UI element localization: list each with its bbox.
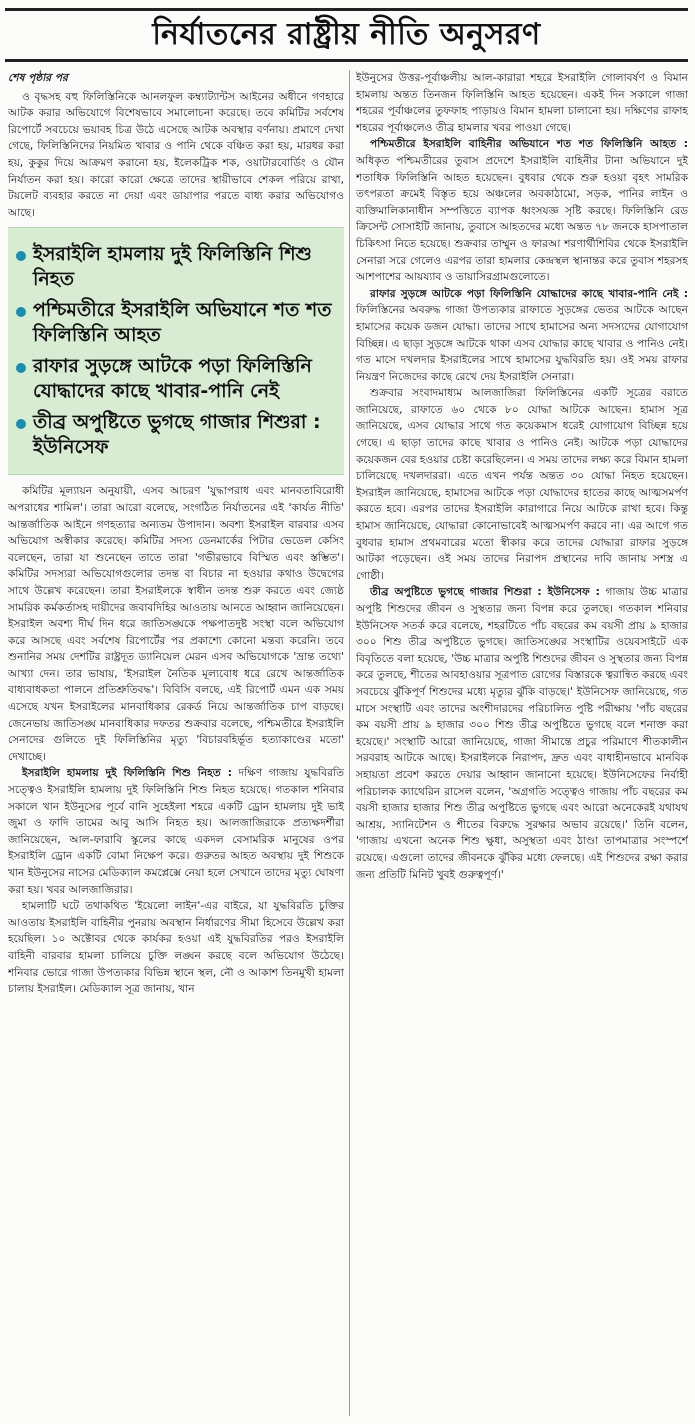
bullet-icon [16, 363, 26, 373]
headline: নির্যাতনের রাষ্ট্রীয় নীতি অনুসরণ [152, 16, 541, 52]
body-paragraph [8, 765, 344, 898]
body-text: ফিলিস্তিনের অবরুদ্ধ গাজা উপত্যকার রাফাতে সুড়ঙ্গের ভেতর আটকে আছেন হামাসের কয়েক ডজন যোদ্ধা। তাদের সাথে হামাসের অন্য সদস্যদের যোগাযোগ বিচ্ছিন্ন। এ ছাড়া সুড়ঙ্গে আটকে থাকা এসব যোদ্ধার কাছে খাবার ও পানিও নেই। গত মাসে দখলদার ইসরাইলের সাথে হামাসের যুদ্ধবিরতি হয়। ওই সময় রাফার নিয়ন্ত্রণ নিজেদের কাছে রেখে দেয় ইসরাইলি সেনারা। [356, 304, 688, 383]
highlight-text: তীব্র অপুষ্টিতে ভুগছে গাজার শিশুরা : ইউনিসেফ [33, 411, 321, 459]
body-paragraph [356, 584, 688, 883]
highlight-item [16, 242, 334, 292]
section-subhead: রাফার সুড়ঙ্গে আটকে পড়া ফিলিস্তিনি যোদ্ধাদের কাছে খাবার-পানি নেই : [370, 287, 688, 300]
body-text: গাজায় উচ্চ মাত্রার অপুষ্টি শিশুদের জীবন ও সুস্থতার জন্য বিপন্ন করে তুলছে। গতকাল শনিবার ইউনিসেফ সতর্ক করে বলেছে, শহরটিতে পাঁচ বছরের কম বয়সী প্রায় ৯ হাজার ৩০০ শিশু তীব্র অপুষ্টিতে ভুগছে। জাতিসঙ্ঘের সংস্থাটির ওয়েবসাইটে এক বিবৃতিতে বলা হয়েছে, 'উচ্চ মাত্রার অপুষ্টি শিশুদের জীবন ও সুস্থতার জন্য বিপন্ন করে তুলছে, শীতের আবহাওয়ার সূত্রপাত রোগের বিস্তারকে ত্বরান্বিত করছে এবং সবচেয়ে ঝুঁকিপূর্ণ শিশুদের মধ্যে মৃত্যুর ঝুঁকি বাড়ছে।' ইউনিসেফ জানিয়েছে, গত মাসে সংস্থাটি এবং তাদের অংশীদারদের পরিচালিত পুষ্টি পরীক্ষায় 'পাঁচ বছরের কম বয়সী প্রায় ৯ হাজার ৩০০ শিশু তীব্র অপুষ্টিতে ভুগছে বলে শনাক্ত করা হয়েছে।' সংস্থাটি আরো জানিয়েছে, গাজা সীমান্তে প্রচুর পরিমাণে শীতকালীন সরবরাহ আটকে আছে। ইসরাইলকে নিরাপদ, দ্রুত এবং বাধাহীনভাবে মানবিক সহায়তা প্রবেশ করতে দেয়ার আহ্বান জানানো হয়েছে। ইউনিসেফের নির্বাহী পরিচালক ক্যাথেরিন রাসেল বলেন, 'অগ্রগতি সত্ত্বেও গাজায় পাঁচ বছরের কম বয়সী হাজার হাজার শিশু তীব্র অপুষ্টিতে ভুগছে এবং আরো অনেকেরই যথাযথ আশ্রয়, স্যানিটেশন ও শীতের বিরুদ্ধে সুরক্ষার অভাব রয়েছে।' তিনি বলেন, 'গাজায় এখনো অনেক শিশু ক্ষুধা, অসুস্থতা এবং ঠাণ্ডা তাপমাত্রার সংস্পর্শে রয়েছে। এগুলো তাদের জীবনকে ঝুঁকির মধ্যে ফেলছে। এই শিশুদের রক্ষা করার জন্য প্রতিটি মিনিট খুবই গুরুত্বপূর্ণ।' [356, 586, 688, 881]
body-paragraph: শুক্রবার সংবাদমাধ্যম আলজাজিরা ফিলিস্তিনের একটি সূত্রের বরাতে জানিয়েছে, রাফাতে ৬০ থেকে ৮০ যোদ্ধা আটকে আছেন। হামাস সূত্র জানিয়েছে, এসব যোদ্ধার সাথে গত কয়েকমাস ধরেই যোগাযোগ বিচ্ছিন্ন হয়ে গেছে। এ ছাড়া তাদের কাছে খাবার ও পানিও নেই। আটকে পড়া যোদ্ধাদের কয়েকজন বের হওয়ার চেষ্টা করেছিলেন। এ সময় তাদের লক্ষ্য করে বিমান হামলা চালিয়েছে দখলদাররা। এতে এখন পর্যন্ত অন্তত ৩০ যোদ্ধা নিহত হয়েছেন। ইসরাইল জানিয়েছে, হামাসের আটকে পড়া যোদ্ধাদের হাতের কাছে আত্মসমর্পণ করতে হবে। এরপর তাদের ইসরাইলি কারাগারে নিয়ে আটকে রাখা হবে। কিন্তু হামাস জানিয়েছে, যোদ্ধারা কোনোভাবেই আত্মসমর্পণ করবে না। এর আগে গত বুধবার হামাস প্রথমবারের মতো স্বীকার করে তাদের যোদ্ধারা রাফার সুড়ঙ্গে আটকা পড়েছেন। ওই সময় তাদের নিরাপদ প্রস্থানের দাবি জানায় সশস্ত্র এ গোষ্ঠী। [356, 387, 688, 582]
body-paragraph: ইউনুসের উত্তর-পূর্বাঞ্চলীয় আল-কারারা শহরে ইসরাইলি গোলাবর্ষণ ও বিমান হামলায় অন্তত তিনজন ফিলিস্তিনি আহত হয়েছেন। একই দিন সকালে গাজা শহরের পূর্বাঞ্চলের তুফফাহ পাড়ায়ও বিমান হামলা চালানো হয়। দক্ষিণের রাফাহ শহরের পূর্বাঞ্চলেও তীব্র হামলার খবর পাওয়া গেছে। [356, 72, 688, 134]
continued-from: শেষ পৃষ্ঠার পর [8, 72, 68, 84]
body-text: দক্ষিণ গাজায় যুদ্ধবিরতি সত্ত্বেও ইসরাইলি হামলায় দুই ফিলিস্তিনি শিশু নিহত হয়েছে। গতকাল শনিবার সকালে খান ইউনুসের পূর্বে বানি সুহেইলা শহরে একটি ড্রোন হামলায় দুই ভাই জুমা ও ফাদি তামের আবু আসি নিহত হয়। আলজাজিরাকে প্রত্যক্ষদর্শীরা জানিয়েছেন, আল-ফারাবি স্কুলের কাছে একদল বেসামরিক মানুষের ওপর ইসরাইলি ড্রোন একটি বোমা নিক্ষেপ করে। গুরুতর আহত অবস্থায় দুই শিশুকে খান ইউনুসের নাসের মেডিক্যাল কমপ্লেক্সে নেয়া হলে সেখানে তাদের মৃত্যু ঘোষণা করা হয়। খবর আলজাজিরার। [8, 767, 344, 896]
left-column [8, 70, 344, 1418]
highlight-item [16, 410, 334, 460]
section-subhead: তীব্র অপুষ্টিতে ভুগছে গাজার শিশুরা : ইউনিসেফ : [370, 586, 600, 599]
intro-paragraph: ও বৃদ্ধসহ বহু ফিলিস্তিনিকে আনলফুল কম্ব্যাট্যান্টস আইনের অধীনে গণহারে আটক করার অভিযোগে বিশেষভাবে সমালোচনা করেছে। তবে কমিটির সর্বশেষ রিপোর্টে সবচেয়ে ভয়াবহ চিত্র উঠে এসেছে আটক অবস্থার বর্ণনায়। প্রমাণে দেখা গেছে, ফিলিস্তিনিদের নিয়মিত খাবার ও পানি থেকে বঞ্চিত করা হয়, মারধর করা হয়, কুকুর দিয়ে আক্রমণ করানো হয়, ইলেকট্রিক শক, ওয়াটারবোর্ডিং ও যৌন নির্যাতন করা হয়। কারো কারো ক্ষেত্রে তাদের স্থায়ীভাবে শেকল পরিয়ে রাখা, টয়লেট ব্যবহার করতে না দেয়া এবং ডায়াপার পরতে বাধ্য করার অভিযোগও আছে। [8, 90, 344, 219]
highlights-box [8, 227, 344, 475]
body-paragraph [356, 136, 688, 285]
body-paragraph: কমিটির মূল্যায়ন অনুযায়ী, এসব আচরণ 'যুদ্ধাপরাধ এবং মানবতাবিরোধী অপরাধের শামিল'। তারা আরো বলেছে, সংগঠিত নির্যাতনের এই 'কার্যত নীতি' আন্তর্জাতিক আইনে গণহত্যার অন্যতম উপাদান। অবশ্য ইসরাইল বারবার এসব অভিযোগ অস্বীকার করেছে। কমিটির সদস্য ডেনমার্কের পিটার ভেডেল কেসিং বলেছেন, তারা যা শুনেছেন তাতে তারা 'গভীরভাবে বিস্মিত এবং স্তম্ভিত'। কমিটির সদস্যরা অভিযোগগুলোর তদন্ত বা বিচার না হওয়ার কথাও উদ্বেগের সাথে উল্লেখ করেছেন। তারা ইসরাইলকে স্বাধীন তদন্ত শুরু করতে এবং জ্যেষ্ঠ সামরিক কর্মকর্তাসহ দায়ীদের জবাবদিহির আওতায় আনতে আহ্বান জানিয়েছেন। ইসরাইল অবশ্য দীর্ঘ দিন ধরে জাতিসঙ্ঘকে পক্ষপাতদুষ্ট সংস্থা বলে অভিযোগ করে আসছে এবং সর্বশেষ রিপোর্টের পর প্রকাশ্যে কোনো মন্তব্য করেনি। তবে শুনানির সময় দেশটির রাষ্ট্রদূত ড্যানিয়েল মেরন এসব অভিযোগকে 'ভ্রান্ত তথ্যে' আখ্যা দেন। তার ভাষায়, 'ইসরাইল নৈতিক মূল্যবোধ ধরে রেখে আন্তর্জাতিক বাধ্যবাধকতা পালনে প্রতিশ্রুতিবদ্ধ'। বিবিসি বলছে, এই রিপোর্ট এমন এক সময় এসেছে যখন ইসরাইলের মানবাধিকার রেকর্ড নিয়ে আন্তর্জাতিক চাপ বাড়ছে। জেনেভায় জাতিসঙ্ঘ মানবাধিকার দফতর শুক্রবার বলেছে, পশ্চিমতীরে ইসরাইলি সেনাদের গুলিতে দুই ফিলিস্তিনির মৃত্যু 'বিচারবহির্ভূত হত্যাকাণ্ডের মতো' দেখাচ্ছে। [8, 485, 344, 763]
highlight-item [16, 354, 334, 404]
section-subhead: পশ্চিমতীরে ইসরাইলি বাহিনীর অভিযানে শত শত ফিলিস্তিনি আহত : [370, 138, 688, 151]
column-divider [349, 70, 350, 1416]
body-paragraph [356, 286, 688, 386]
highlight-text: ইসরাইলি হামলায় দুই ফিলিস্তিনি শিশু নিহত [33, 243, 312, 291]
bullet-icon [16, 251, 26, 261]
body-paragraph: হামলাটি ঘটে তথাকথিত 'ইয়েলো লাইন'-এর বাইরে, যা যুদ্ধবিরতি চুক্তির আওতায় ইসরাইলি বাহিনীর পুনরায় অবস্থান নির্ধারণের সীমা হিসেবে উল্লেখ করা হয়েছিল। ১০ অক্টোবর থেকে কার্যকর হওয়া এই যুদ্ধবিরতির পরও ইসরাইলি বাহিনী বারবার হামলা চালিয়ে চুক্তি লঙ্ঘন করছে বলে অভিযোগ উঠেছে। শনিবার ভোরে গাজা উপত্যকার বিভিন্ন স্থানে স্থল, নৌ ও আকাশ তিনমুখী হামলা চালায় ইসরাইল। মেডিক্যাল সূত্র জানায়, খান [8, 900, 344, 996]
highlight-item [16, 298, 334, 348]
highlight-text: পশ্চিমতীরে ইসরাইলি অভিযানে শত শত ফিলিস্তিনি আহত [33, 299, 332, 347]
bullet-icon [16, 419, 26, 429]
section-subhead: ইসরাইলি হামলায় দুই ফিলিস্তিনি শিশু নিহত : [22, 767, 232, 780]
headline-bar [5, 8, 688, 62]
bullet-icon [16, 307, 26, 317]
right-column [356, 70, 688, 1418]
highlight-text: রাফার সুড়ঙ্গে আটকে পড়া ফিলিস্তিনি যোদ্ধাদের কাছে খাবার-পানি নেই [33, 355, 312, 403]
body-text: অধিকৃত পশ্চিমতীরের তুবাস প্রদেশে ইসরাইলি বাহিনীর টানা অভিযানে দুই শতাধিক ফিলিস্তিনি আহত হয়েছেন। বুধবার থেকে শুরু হওয়া বৃহৎ সামরিক তৎপরতা ক্রমেই বিস্তৃত হয়ে অঞ্চলের অবকাঠামো, সড়ক, পানির লাইন ও ব্যক্তিমালিকানাধীন সম্পত্তিতে ব্যাপক ধ্বংসযজ্ঞ সৃষ্টি করছে। ফিলিস্তিনি রেড ক্রিসেন্ট সোসাইটি জানায়, তুবাসে আহতদের মধ্যে অন্তত ৭৮ জনকে হাসপাতাল চিকিৎসা নিতে হয়েছে। শুক্রবার তাম্মুন ও ফারআ শরণার্থীশিবির থেকে ইসরাইলি সেনারা সরে গেলেও এরপর তারা হামলার কেন্দ্রস্থল স্থানান্তর করে তুবাস শহরসহ আশপাশের আয়য্যাব ও তায়াসিরগ্রামগুলোতে। [356, 154, 688, 284]
